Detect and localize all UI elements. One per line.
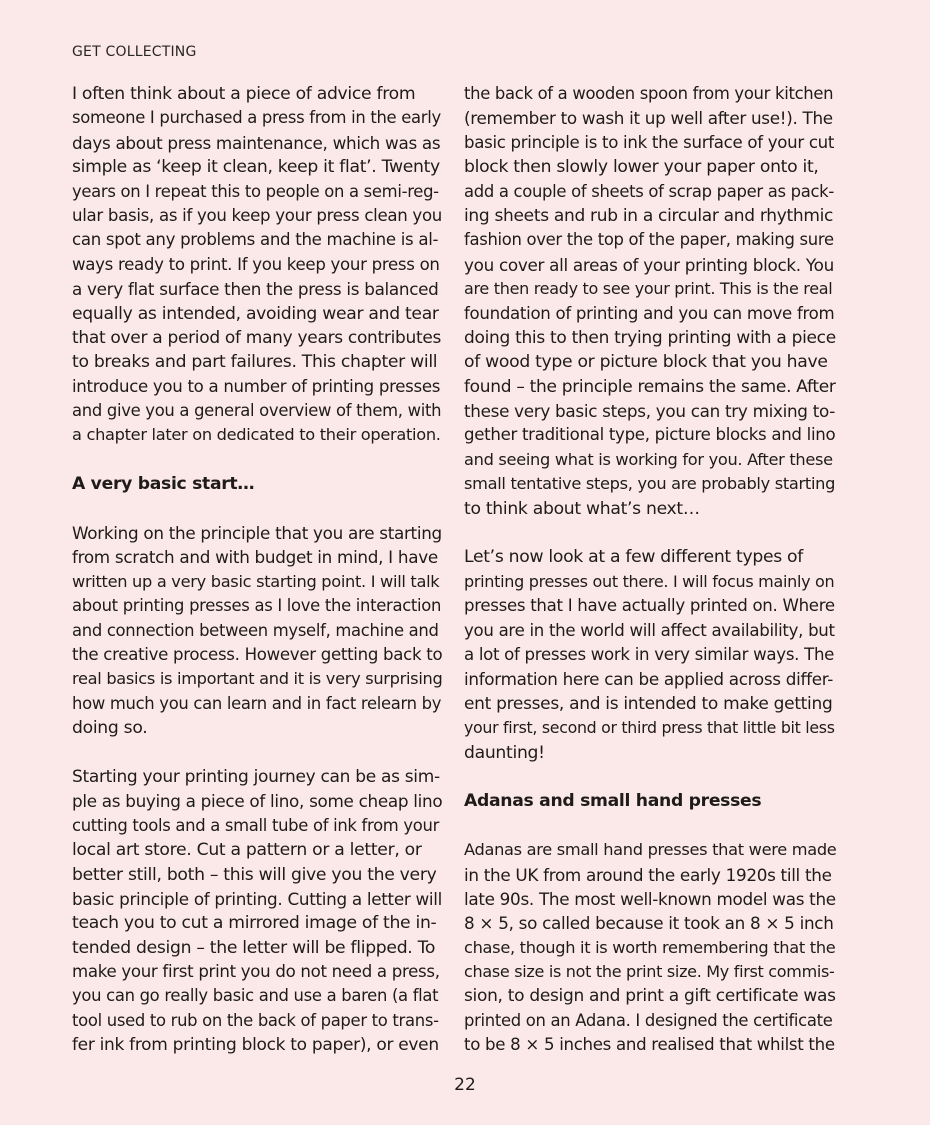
text-line: (remember to wash it up well after use!). The <box>464 108 833 129</box>
text-line: to think about what’s next… <box>464 498 700 519</box>
text-line: ways ready to print. If you keep your press on <box>72 254 440 274</box>
text-line: and connection between myself, machine and <box>72 620 439 640</box>
text-line: Working on the principle that you are starting <box>72 523 442 544</box>
text-line: simple as ‘keep it clean, keep it flat’. Twenty <box>72 157 440 178</box>
text-line: equally as intended, avoiding wear and tear <box>72 303 439 324</box>
section-heading: Adanas and small hand presses <box>464 791 762 812</box>
text-line: ing sheets and rub in a circular and rhythmic <box>464 205 834 226</box>
text-line: can spot any problems and the machine is al- <box>72 230 439 250</box>
text-line: introduce you to a number of printing presses <box>72 376 441 396</box>
text-line: information here can be applied across differ- <box>464 669 834 690</box>
text-line: basic principle is to ink the surface of your cut <box>464 132 835 152</box>
text-line: doing so. <box>72 718 148 739</box>
text-line: tended design – the letter will be flipped. To <box>72 937 436 958</box>
text-line: teach you to cut a mirrored image of the in- <box>72 913 437 934</box>
text-line: printing presses out there. I will focus mainly on <box>464 571 835 591</box>
text-line: tool used to rub on the back of paper to trans- <box>72 1010 439 1030</box>
text-line: of wood type or picture block that you have <box>464 352 828 373</box>
right-column <box>464 82 836 1058</box>
text-line: to breaks and part failures. This chapter will <box>72 352 438 373</box>
text-line: 8 × 5, so called because it took an 8 × 5 inch <box>464 913 834 934</box>
paragraph-gap <box>464 521 836 545</box>
text-line: chase size is not the print size. My first commis- <box>464 962 835 982</box>
page-number: 22 <box>454 1075 476 1095</box>
text-line: presses that I have actually printed on. Where <box>464 596 835 616</box>
text-line: fashion over the top of the paper, making sure <box>464 230 834 250</box>
paragraph-gap <box>72 497 442 521</box>
text-line: block then slowly lower your paper onto it, <box>464 157 819 178</box>
text-line: Starting your printing journey can be as sim- <box>72 766 440 787</box>
text-line: daunting! <box>464 742 545 763</box>
paragraph <box>72 82 442 448</box>
text-line: late 90s. The most well-known model was the <box>464 888 836 909</box>
text-line: ular basis, as if you keep your press clean you <box>72 205 443 225</box>
text-line: a chapter later on dedicated to their operation. <box>72 425 441 445</box>
text-line: the back of a wooden spoon from your kitchen <box>464 84 834 103</box>
paragraph-gap <box>464 814 836 838</box>
text-line: about printing presses as I love the interaction <box>72 596 442 616</box>
text-line: your first, second or third press that little bit less <box>464 718 835 738</box>
running-head: GET COLLECTING <box>72 44 197 60</box>
text-line: to be 8 × 5 inches and realised that whilst the <box>464 1035 835 1055</box>
text-line: ent presses, and is intended to make getting <box>464 693 833 714</box>
text-line: make your first print you do not need a press, <box>72 962 440 982</box>
text-line: in the UK from around the early 1920s till the <box>464 864 832 885</box>
section-heading: A very basic start… <box>72 474 255 495</box>
paragraph <box>72 765 442 1058</box>
paragraph <box>464 545 836 765</box>
text-line: and seeing what is working for you. After these <box>464 449 833 469</box>
text-line: local art store. Cut a pattern or a letter, or <box>72 840 422 861</box>
paragraph-gap <box>72 448 442 472</box>
text-line: doing this to then trying printing with a piece <box>464 327 836 348</box>
text-line: ple as buying a piece of lino, some cheap lino <box>72 791 443 812</box>
text-line: fer ink from printing block to paper), or even <box>72 1035 439 1056</box>
text-line: days about press maintenance, which was as <box>72 132 441 153</box>
text-line: the creative process. However getting back to <box>72 644 443 664</box>
paragraph <box>464 838 836 1058</box>
text-line: are then ready to see your print. This is the real <box>464 279 833 299</box>
text-line: found – the principle remains the same. After <box>464 376 836 397</box>
text-line: add a couple of sheets of scrap paper as pack- <box>464 181 834 201</box>
paragraph-gap <box>72 741 442 765</box>
text-line: real basics is important and it is very surprising <box>72 669 443 689</box>
text-line: small tentative steps, you are probably starting <box>464 474 836 494</box>
text-line: that over a period of many years contributes <box>72 327 442 348</box>
text-line: a lot of presses work in very similar ways. The <box>464 644 835 664</box>
text-line: chase, though it is worth remembering that the <box>464 937 836 957</box>
text-line: from scratch and with budget in mind, I have <box>72 547 438 568</box>
text-line: cutting tools and a small tube of ink from your <box>72 815 440 835</box>
text-line: these very basic steps, you can try mixing to- <box>464 401 836 422</box>
text-line: better still, both – this will give you the very <box>72 864 437 885</box>
paragraph-gap <box>464 765 836 789</box>
paragraph <box>464 82 836 521</box>
text-line: you can go really basic and use a baren (a flat <box>72 986 439 1006</box>
text-line: someone I purchased a press from in the early <box>72 108 441 128</box>
text-line: gether traditional type, picture blocks and lino <box>464 425 836 445</box>
text-line: printed on an Adana. I designed the certificate <box>464 1010 833 1030</box>
text-line: written up a very basic starting point. I will talk <box>72 571 440 591</box>
text-line: a very flat surface then the press is balanced <box>72 279 439 300</box>
text-line: you are in the world will affect availability, but <box>464 620 835 640</box>
text-line: years on I repeat this to people on a semi-reg- <box>72 181 439 201</box>
text-line: I often think about a piece of advice from <box>72 84 416 104</box>
text-line: you cover all areas of your printing block. You <box>464 254 834 275</box>
text-line: basic principle of printing. Cutting a letter will <box>72 888 443 909</box>
text-line: sion, to design and print a gift certificate was <box>464 986 836 1007</box>
left-column <box>72 82 442 1058</box>
paragraph <box>72 521 442 741</box>
text-line: foundation of printing and you can move from <box>464 303 835 323</box>
text-line: Let’s now look at a few different types of <box>464 547 803 568</box>
text-line: and give you a general overview of them, with <box>72 401 442 421</box>
text-line: how much you can learn and in fact relearn by <box>72 693 442 713</box>
text-line: Adanas are small hand presses that were made <box>464 840 837 860</box>
